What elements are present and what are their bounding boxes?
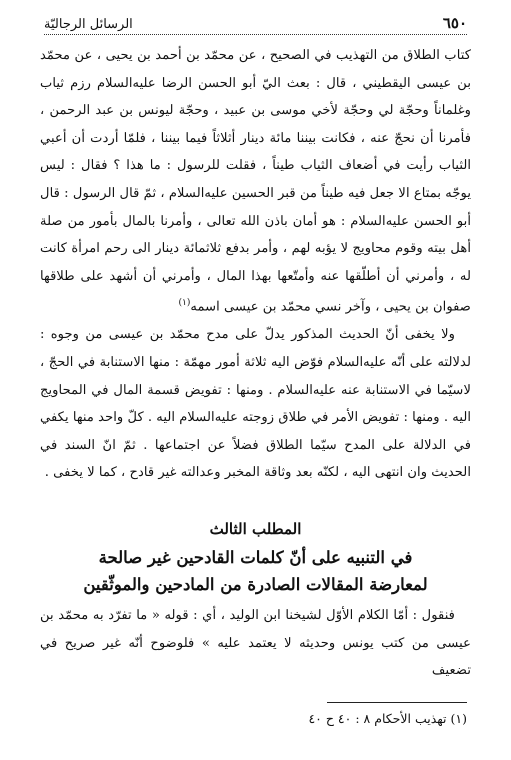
paragraph-1 [40,42,471,321]
section-title [40,544,471,598]
section-title-line-1: في التنبيه على أنّ كلمات القادحين غير صالحة [98,548,413,567]
paragraph-3: فنقول : أمّا الكلام الأوّل لشيخنا ابن الوليد ، أي : قوله « ما تفرّد به محمّد بن عيسى من كتب يونس وحديثه لا يعتمد عليه » فلوضوح أنّه غير صريح في تضعيف [40,608,471,679]
page-header [44,12,467,35]
footnote-divider [327,702,467,703]
running-title: الرسائل الرجاليّة [44,17,133,32]
section-text [40,602,471,685]
footnote-ref: (١) [178,298,191,309]
section-label: المطلب الثالث [209,520,302,538]
paragraph-2: ولا يخفى أنّ الحديث المذكور يدلّ على مدح محمّد بن عيسى من وجوه : لدلالته على أنّه عليه‌السلام فوّض اليه ثلاثة أمور مهمّة : منها الاستنابة في الحجّ ، لاسيّما في الاستنابة عنه عليه‌السلام . ومنها : تفويض قسمة المال في المحاويج اليه . ومنها : تفويض الأمر في طلاق زوجته عليه‌السلام اليه . كلّ واحد منها يكفي في الدلالة على المدح سيّما الطلاق فضلاً عن اجتماعها . ثمّ انّ السند في الحديث وان انتهى اليه ، لكنّه بعد وثاقة المخبر وعدالته غير قادح ، كما لا يخفى . [40,327,471,481]
paragraph-1-text: كتاب الطلاق من التهذيب في الصحيح ، عن محمّد بن أحمد بن يحيى ، عن محمّد بن عيسى اليقطيني ، قال : بعث اليّ أبو الحسن الرضا عليه‌السلام رزم ثياب وغلماناً وحجّة لي وحجّة لأخي موسى بن عبيد ، وحجّة ليونس بن عبد الرحمن ، فأمرنا أن نحجّ عنه ، فكانت بيننا مائة دينار أثلاثاً فيما بيننا ، فلمّا أردت أن أعبي الثياب رأيت في أضعاف الثياب طيناً ، فقلت للرسول : ما هذا ؟ فقال : ليس يوجّه بمتاع الا جعل فيه طيناً من قبر الحسين عليه‌السلام ، ثمّ قال الرسول : قال أبو الحسن عليه‌السلام : هو أمان باذن الله تعالى ، وأمرنا بالمال بأمور من صلة أهل بيته وقوم محاويج لا يؤبه لهم ، وأمر بدفع ثلاثمائة دينار الى رحم امرأة كانت له ، وأمرني أن أطلّقها عنه وأمتّعها بهذا المال ، وأمرني أن أشهد على طلاقها صفوان بن يحيى ، وآخر نسي محمّد بن عيسى اسمه [40,48,471,315]
section-title-line-2: لمعارضة المقالات الصادرة من المادحين والموثّقين [83,575,428,594]
footnote: (١) تهذيب الأحكام ٨ : ٤٠ ح ٤٠ [308,711,467,726]
main-text [40,42,471,487]
page-number: ٦٥٠ [442,14,467,32]
